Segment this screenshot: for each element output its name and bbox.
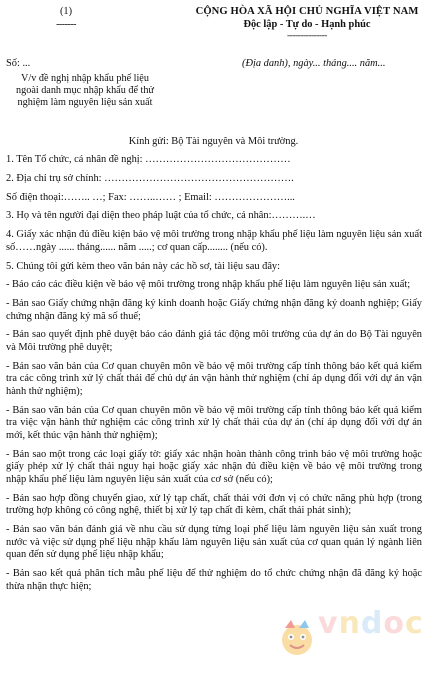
attachment-item: - Báo cáo các điều kiện về bảo vệ môi trường trong nhập khẩu phế liệu làm nguyên liệu sản xuất; <box>6 279 411 291</box>
item-attachments-intro: 5. Chúng tôi gửi kèm theo văn bản này các hồ sơ, tài liệu sau đây: <box>6 260 281 272</box>
recipient-line: Kính gửi: Bộ Tài nguyên và Môi trường. <box>128 136 299 147</box>
national-motto: Độc lập - Tự do - Hạnh phúc <box>243 18 371 30</box>
item-certificate: 4. Giấy xác nhận đủ điều kiện bảo vệ môi trường trong nhập khẩu phế liệu làm nguyên liệu sản xuất số……ngày ...... tháng...... năm .....; cơ quan cấp........ (nếu có). <box>6 229 422 253</box>
right-rule: --------------- <box>287 31 327 42</box>
form-number: (1) <box>59 6 73 17</box>
place-date: (Địa danh), ngày... tháng.... năm... <box>242 58 386 69</box>
national-header <box>192 6 422 41</box>
attachment-item: - Bản sao quyết định phê duyệt báo cáo đánh giá tác động môi trường của dự án do Bộ Tài nguyên và Môi trường phê duyệt; <box>6 329 422 354</box>
watermark-brand: vndoc <box>318 606 424 641</box>
item-address: 2. Địa chỉ trụ sở chính: ………………………………………………. <box>6 172 294 184</box>
document-subject: V/v đề nghị nhập khẩu phế liệu ngoài danh mục nhập khẩu để thử nghiệm làm nguyên liệu sản xuất <box>16 73 154 109</box>
document-number: Số: ... <box>6 58 31 69</box>
attachment-item: - Bản sao kết quả phân tích mẫu phế liệu để thử nghiệm do tổ chức chứng nhận đã đăng ký hoặc thừa nhận thực hiện; <box>6 568 422 592</box>
form-number-block <box>18 6 114 31</box>
item-org-name: 1. Tên Tổ chức, cá nhân đề nghị: …………………………………… <box>6 154 291 165</box>
attachment-item: - Bản sao Giấy chứng nhận đăng ký kinh doanh hoặc Giấy chứng nhận đăng ký doanh nghiệp; Giấy chứng nhận đăng ký mã số thuế; <box>6 298 422 322</box>
left-rule: ------- <box>56 18 76 30</box>
nation-title: CỘNG HÒA XÃ HỘI CHỦ NGHĨA VIỆT NAM <box>195 6 419 17</box>
attachment-item: - Bản sao hợp đồng chuyển giao, xử lý tạp chất, chất thải với đơn vị có chức năng phù hợp (trong trường hợp không có công nghệ, thiết bị xử lý tạp chất đi kèm, chất thải phát sinh); <box>6 492 422 517</box>
attachment-item: - Bản sao một trong các loại giấy tờ: giấy xác nhận hoàn thành công trình bảo vệ môi trường hoặc giấy phép xử lý chất thải nguy hại hoặc giấy xác nhận đủ điều kiện về bảo vệ môi trường trong nhập khẩu phế liệu làm nguyên liệu sản xuất của cơ sở (nếu có); <box>6 448 422 485</box>
document-body <box>6 154 422 599</box>
attachment-item: - Bản sao văn bản của Cơ quan chuyên môn về bảo vệ môi trường cấp tỉnh thông báo kết quả kiểm tra việc vận hành thử nghiệm các công trình xử lý chất thải của dự án (chỉ áp dụng đối với dự án mới, kết thúc vận hành thử nghiệm); <box>6 404 422 441</box>
watermark-logo-icon <box>275 616 319 660</box>
attachment-item: - Bản sao văn bản đánh giá về nhu cầu sử dụng từng loại phế liệu làm nguyên liệu sản xuất trong nước và việc sử dụng phế liệu nhập khẩu làm nguyên liệu sản xuất của cơ quan quản lý ngành liên quan đến sử dụng phế liệu nhập khẩu; <box>6 524 422 561</box>
item-legal-rep: 3. Họ và tên người đại diện theo pháp luật của tổ chức, cá nhân:……….… <box>6 210 316 222</box>
item-contact: Số điện thoại:…….. …; Fax: ……..…… ; Email: …………………... <box>6 191 295 203</box>
attachment-item: - Bản sao văn bản của Cơ quan chuyên môn về bảo vệ môi trường cấp tỉnh thông báo kết quả kiểm tra các công trình xử lý chất thải để chủ dự án vận hành thử nghiệm (chỉ áp dụng đối với dự án vận hành thử nghiệm); <box>6 360 422 397</box>
